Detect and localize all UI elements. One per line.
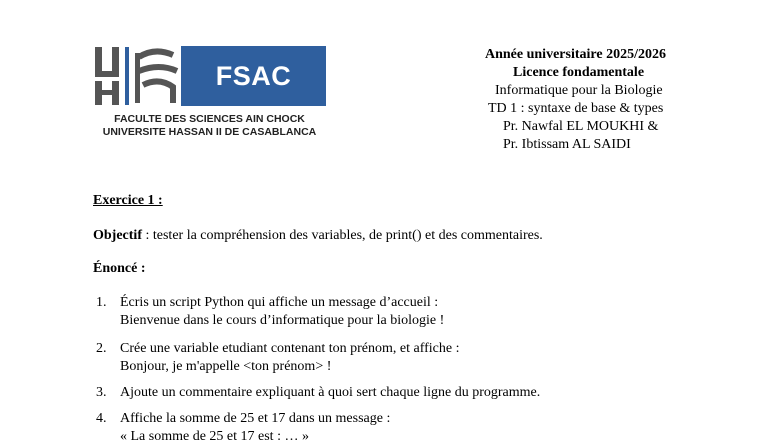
list-item-line2: Bienvenue dans le cours d’informatique pour la biologie ! bbox=[120, 313, 445, 328]
enonce-heading: Énoncé : bbox=[93, 261, 146, 276]
list-item-number: 3. bbox=[96, 385, 107, 400]
course-name: Informatique pour la Biologie bbox=[495, 83, 663, 98]
list-item-line1: Écris un script Python qui affiche un message d’accueil : bbox=[120, 295, 439, 310]
faculty-name: FACULTE DES SCIENCES AIN CHOCK bbox=[114, 113, 305, 125]
list-item-line2: Bonjour, je m'appelle <ton prénom> ! bbox=[120, 359, 332, 374]
list-item-line2: « La somme de 25 et 17 est : … » bbox=[120, 429, 309, 444]
licence-label: Licence fondamentale bbox=[513, 65, 645, 80]
list-item-line1: Ajoute un commentaire expliquant à quoi sert chaque ligne du programme. bbox=[120, 385, 541, 400]
list-item-number: 1. bbox=[96, 295, 107, 310]
academic-year: Année universitaire 2025/2026 bbox=[485, 47, 666, 62]
university-name: UNIVERSITE HASSAN II DE CASABLANCA bbox=[102, 126, 317, 138]
fsac-logo bbox=[93, 45, 326, 138]
fsac-logo-text: FSAC bbox=[215, 60, 292, 91]
exercise-title: Exercice 1 : bbox=[93, 193, 163, 208]
list-item-line1: Crée une variable etudiant contenant ton prénom, et affiche : bbox=[120, 341, 460, 356]
fsac-logo-box bbox=[181, 46, 326, 106]
objectif-text: : tester la compréhension des variables, de print() et des commentaires. bbox=[141, 228, 543, 243]
list-item-number: 4. bbox=[96, 411, 107, 426]
objectif-label: Objectif bbox=[93, 228, 142, 243]
professor-1: Pr. Nawfal EL MOUKHI & bbox=[503, 119, 659, 134]
professor-2: Pr. Ibtissam AL SAIDI bbox=[503, 137, 631, 152]
objectif-paragraph bbox=[93, 228, 543, 244]
list-item-number: 2. bbox=[96, 341, 107, 356]
list-item-line1: Affiche la somme de 25 et 17 dans un message : bbox=[120, 411, 391, 426]
university-mark-icon bbox=[93, 45, 181, 107]
td-title: TD 1 : syntaxe de base & types bbox=[488, 101, 664, 116]
